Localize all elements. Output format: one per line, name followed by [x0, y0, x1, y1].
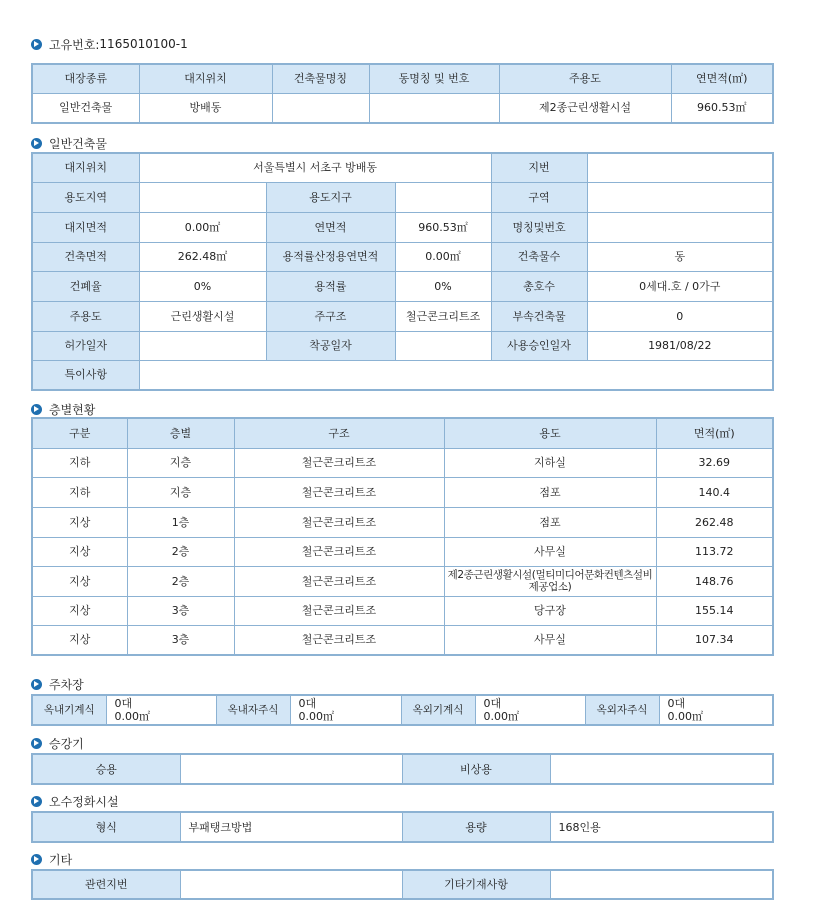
sewage-capacity-value: 168인용: [550, 812, 773, 842]
lot-label: 지번: [491, 153, 587, 182]
far-area-value: 0.00㎡: [395, 242, 491, 271]
floor-area: 262.48: [656, 507, 773, 537]
floor-structure: 철근콘크리트조: [234, 625, 444, 655]
floor-use: 지하실: [444, 448, 656, 477]
bullet-arrow-icon: [31, 854, 42, 865]
ledger-cell: 960.53㎡: [671, 93, 773, 123]
bcr-value: 0%: [139, 271, 266, 301]
section-title: 승강기: [49, 736, 84, 751]
parking-indoor-self-label: 옥내자주식: [216, 695, 290, 725]
main-use-label: 주용도: [32, 301, 139, 331]
parking-outdoor-mech-value: [475, 695, 585, 725]
floors-header-row: [32, 418, 773, 448]
table-row: [32, 537, 773, 566]
unique-id-label: 고유번호:: [49, 37, 100, 52]
ledger-header-cell: 대지위치: [139, 64, 272, 93]
site-location-value: 서울특별시 서초구 방배동: [139, 153, 491, 182]
parking-area: 0.00㎡: [298, 710, 334, 723]
etc-heading: [31, 852, 72, 866]
related-lot-value: [180, 870, 402, 899]
sewage-table: [31, 811, 774, 843]
floor-area: 140.4: [656, 477, 773, 507]
sewage-type-label: 형식: [32, 812, 180, 842]
ledger-header-row: [32, 64, 773, 93]
bullet-arrow-icon: [31, 138, 42, 149]
floor-division: 지상: [32, 507, 127, 537]
ledger-header-cell: 대장종류: [32, 64, 139, 93]
floor-use: 당구장: [444, 596, 656, 625]
etc-table: [31, 869, 774, 900]
general-table: [31, 152, 774, 391]
parking-outdoor-mech-label: 옥외기계식: [401, 695, 475, 725]
floors-header-cell: 용도: [444, 418, 656, 448]
floor-structure: 철근콘크리트조: [234, 448, 444, 477]
elevator-passenger-label: 승용: [32, 754, 180, 784]
ledger-header-cell: 동명칭 및 번호: [369, 64, 499, 93]
parking-indoor-self-value: [290, 695, 401, 725]
floor-use: 사무실: [444, 537, 656, 566]
unique-id-heading: [31, 37, 188, 51]
parking-count: 0대: [483, 697, 502, 710]
parking-area: 0.00㎡: [114, 710, 150, 723]
floor-division: 지하: [32, 477, 127, 507]
site-area-label: 대지면적: [32, 212, 139, 242]
far-value: 0%: [395, 271, 491, 301]
floor-division: 지상: [32, 596, 127, 625]
parking-indoor-mech-label: 옥내기계식: [32, 695, 106, 725]
elevator-emergency-label: 비상용: [402, 754, 550, 784]
total-area-label: 연면적: [266, 212, 395, 242]
lot-value: [587, 153, 773, 182]
ledger-cell: [272, 93, 369, 123]
table-row: [32, 507, 773, 537]
parking-area: 0.00㎡: [667, 710, 703, 723]
ledger-header-cell: 주용도: [499, 64, 671, 93]
ledger-cell: 일반건축물: [32, 93, 139, 123]
unique-id-value: 1165010100-1: [99, 37, 188, 51]
structure-label: 주구조: [266, 301, 395, 331]
bldg-count-value: 동: [587, 242, 773, 271]
remarks-value: [139, 360, 773, 390]
name-value: [587, 212, 773, 242]
parking-count: 0대: [667, 697, 686, 710]
bullet-arrow-icon: [31, 738, 42, 749]
floor-area: 107.34: [656, 625, 773, 655]
floors-header-cell: 층별: [127, 418, 234, 448]
bldg-count-label: 건축물수: [491, 242, 587, 271]
start-label: 착공일자: [266, 331, 395, 360]
name-label: 명칭및번호: [491, 212, 587, 242]
use-district-label: 용도지구: [266, 182, 395, 212]
start-value: [395, 331, 491, 360]
sewage-heading: [31, 794, 119, 808]
far-area-label: 용적률산정용연면적: [266, 242, 395, 271]
ledger-cell: 제2종근린생활시설: [499, 93, 671, 123]
floors-heading: [31, 402, 95, 416]
parking-indoor-mech-value: [106, 695, 216, 725]
parking-heading: [31, 677, 84, 691]
use-zone-value: [139, 182, 266, 212]
floor-area: 148.76: [656, 566, 773, 596]
area-zone-label: 구역: [491, 182, 587, 212]
floor-level: 지층: [127, 477, 234, 507]
parking-count: 0대: [114, 697, 133, 710]
floor-use: 사무실: [444, 625, 656, 655]
parking-outdoor-self-value: [659, 695, 773, 725]
bullet-arrow-icon: [31, 39, 42, 50]
approval-label: 사용승인일자: [491, 331, 587, 360]
units-value: 0세대.호 / 0가구: [587, 271, 773, 301]
section-title: 기타: [49, 852, 73, 867]
far-label: 용적률: [266, 271, 395, 301]
table-row: [32, 625, 773, 655]
floor-use: 점포: [444, 507, 656, 537]
annex-label: 부속건축물: [491, 301, 587, 331]
floors-header-cell: 구분: [32, 418, 127, 448]
building-area-value: 262.48㎡: [139, 242, 266, 271]
approval-value: 1981/08/22: [587, 331, 773, 360]
structure-value: 철근콘크리트조: [395, 301, 491, 331]
ledger-cell: [369, 93, 499, 123]
bullet-arrow-icon: [31, 679, 42, 690]
floor-level: 지층: [127, 448, 234, 477]
permit-value: [139, 331, 266, 360]
floor-division: 지상: [32, 537, 127, 566]
related-lot-label: 관련지번: [32, 870, 180, 899]
floor-structure: 철근콘크리트조: [234, 566, 444, 596]
table-row: [32, 448, 773, 477]
ledger-header-cell: 건축물명칭: [272, 64, 369, 93]
building-area-label: 건축면적: [32, 242, 139, 271]
parking-count: 0대: [298, 697, 317, 710]
units-label: 총호수: [491, 271, 587, 301]
main-use-value: 근린생활시설: [139, 301, 266, 331]
floor-level: 3층: [127, 625, 234, 655]
elevator-heading: [31, 736, 84, 750]
floors-table: [31, 417, 774, 656]
total-area-value: 960.53㎡: [395, 212, 491, 242]
floor-division: 지상: [32, 625, 127, 655]
bullet-arrow-icon: [31, 404, 42, 415]
elevator-table: [31, 753, 774, 785]
section-title: 층별현황: [49, 402, 96, 417]
remarks-label: 특이사항: [32, 360, 139, 390]
area-zone-value: [587, 182, 773, 212]
floor-division: 지상: [32, 566, 127, 596]
table-row: [32, 596, 773, 625]
floors-header-cell: 구조: [234, 418, 444, 448]
floor-use: 제2종근린생활시설(멀티미디어문화컨텐츠설비제공업소): [444, 566, 656, 596]
ledger-table: [31, 63, 774, 124]
floor-area: 32.69: [656, 448, 773, 477]
floor-level: 2층: [127, 537, 234, 566]
section-title: 주차장: [49, 677, 84, 692]
section-title: 오수정화시설: [49, 794, 119, 809]
ledger-cell: 방배동: [139, 93, 272, 123]
parking-table: [31, 694, 774, 726]
elevator-emergency-value: [550, 754, 773, 784]
use-district-value: [395, 182, 491, 212]
floor-area: 113.72: [656, 537, 773, 566]
sewage-type-value: 부패탱크방법: [180, 812, 402, 842]
permit-label: 허가일자: [32, 331, 139, 360]
section-title: 일반건축물: [49, 136, 107, 151]
floor-use: 점포: [444, 477, 656, 507]
bcr-label: 건폐율: [32, 271, 139, 301]
floors-header-cell: 면적(㎡): [656, 418, 773, 448]
sewage-capacity-label: 용량: [402, 812, 550, 842]
site-area-value: 0.00㎡: [139, 212, 266, 242]
other-notes-label: 기타기재사항: [402, 870, 550, 899]
floor-structure: 철근콘크리트조: [234, 596, 444, 625]
use-zone-label: 용도지역: [32, 182, 139, 212]
floor-level: 1층: [127, 507, 234, 537]
other-notes-value: [550, 870, 773, 899]
ledger-row: [32, 93, 773, 123]
floor-level: 2층: [127, 566, 234, 596]
floor-structure: 철근콘크리트조: [234, 507, 444, 537]
table-row: [32, 477, 773, 507]
floor-structure: 철근콘크리트조: [234, 537, 444, 566]
general-heading: [31, 136, 107, 150]
elevator-passenger-value: [180, 754, 402, 784]
floor-structure: 철근콘크리트조: [234, 477, 444, 507]
site-location-label: 대지위치: [32, 153, 139, 182]
parking-area: 0.00㎡: [483, 710, 519, 723]
ledger-header-cell: 연면적(㎡): [671, 64, 773, 93]
floor-level: 3층: [127, 596, 234, 625]
floor-area: 155.14: [656, 596, 773, 625]
table-row: [32, 566, 773, 596]
bullet-arrow-icon: [31, 796, 42, 807]
floor-division: 지하: [32, 448, 127, 477]
annex-value: 0: [587, 301, 773, 331]
parking-outdoor-self-label: 옥외자주식: [585, 695, 659, 725]
